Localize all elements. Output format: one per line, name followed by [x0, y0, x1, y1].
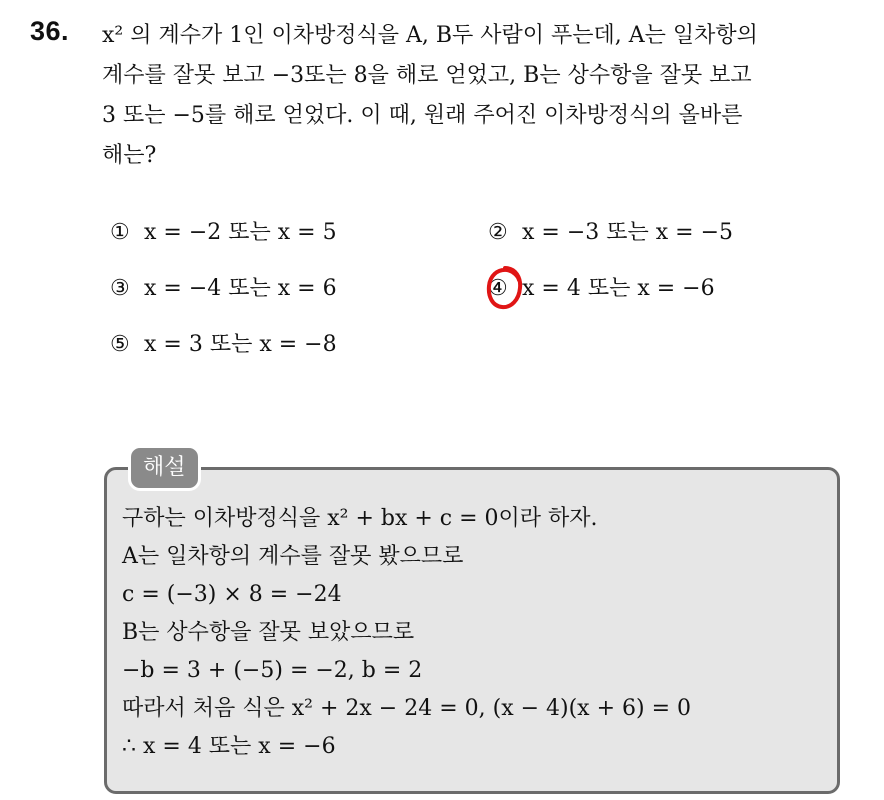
option-number: ④ [488, 276, 508, 301]
question-line: x² 의 계수가 1인 이차방정식을 A, B두 사람이 푸는데, A는 일차항의 [102, 23, 758, 48]
option-number: ③ [110, 276, 130, 301]
option-text: x = −4 또는 x = 6 [144, 276, 337, 301]
solution-line: A는 일차항의 계수를 잘못 봤으므로 [122, 544, 464, 569]
option-number: ② [488, 220, 508, 245]
solution-line: 구하는 이차방정식을 x² + bx + c = 0이라 하자. [122, 506, 598, 531]
question-number: 36. [30, 16, 70, 46]
option-number: ① [110, 220, 130, 245]
option-5[interactable] [110, 328, 337, 362]
solution-tag: 해설 [128, 445, 201, 491]
option-number: ⑤ [110, 332, 130, 357]
question-line: 계수를 잘못 보고 −3또는 8을 해로 얻었고, B는 상수항을 잘못 보고 [102, 63, 752, 88]
solution-line: ∴ x = 4 또는 x = −6 [122, 734, 336, 759]
solution-line: 따라서 처음 식은 x² + 2x − 24 = 0, (x − 4)(x + 6) = 0 [122, 696, 692, 721]
option-text: x = 3 또는 x = −8 [144, 332, 337, 357]
option-text: x = −3 또는 x = −5 [522, 220, 734, 245]
solution-line: c = (−3) × 8 = −24 [122, 582, 342, 607]
solution-content [122, 500, 832, 766]
option-1[interactable] [110, 216, 337, 250]
solution-line: −b = 3 + (−5) = −2, b = 2 [122, 658, 423, 683]
question-line: 3 또는 −5를 해로 얻었다. 이 때, 원래 주어진 이차방정식의 올바른 [102, 103, 743, 128]
question-stem [102, 16, 862, 176]
option-4[interactable] [488, 272, 715, 306]
option-text: x = 4 또는 x = −6 [522, 276, 715, 301]
option-3[interactable] [110, 272, 337, 306]
option-2[interactable] [488, 216, 733, 250]
option-text: x = −2 또는 x = 5 [144, 220, 337, 245]
solution-line: B는 상수항을 잘못 보았으므로 [122, 620, 415, 645]
question-line: 해는? [102, 143, 157, 168]
